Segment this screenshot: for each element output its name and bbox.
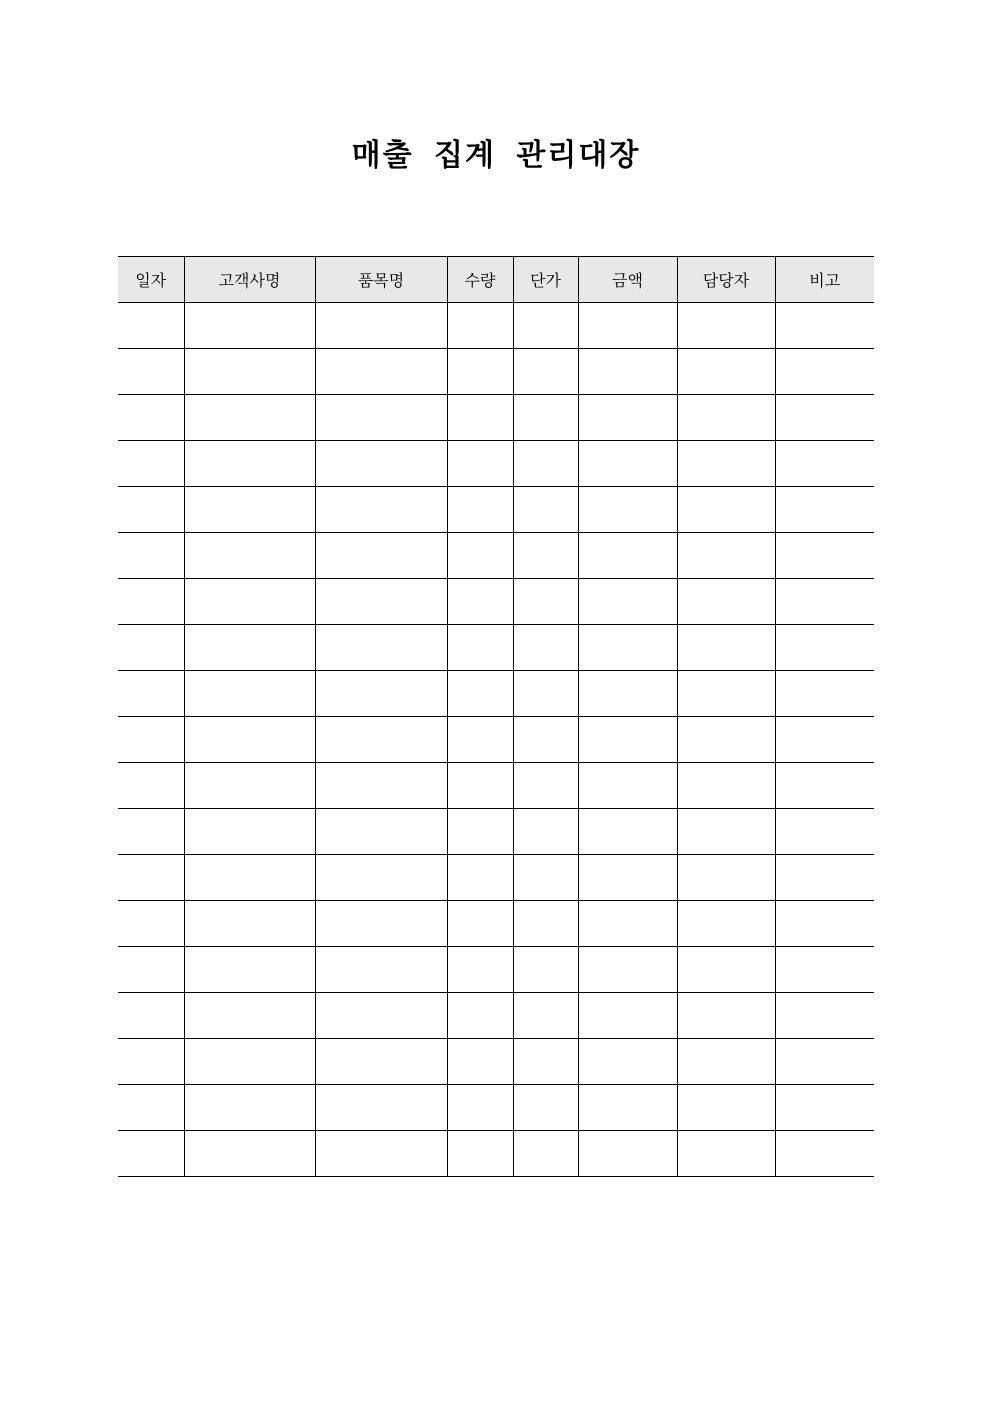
cell-amount[interactable] bbox=[578, 993, 677, 1039]
cell-remarks[interactable] bbox=[775, 855, 874, 901]
cell-quantity[interactable] bbox=[447, 855, 513, 901]
cell-remarks[interactable] bbox=[775, 947, 874, 993]
table-row bbox=[118, 1131, 874, 1177]
table-body bbox=[118, 303, 874, 1177]
cell-manager[interactable] bbox=[677, 763, 775, 809]
cell-date[interactable] bbox=[118, 671, 184, 717]
cell-manager[interactable] bbox=[677, 717, 775, 763]
cell-amount[interactable] bbox=[578, 579, 677, 625]
cell-item-name[interactable] bbox=[315, 671, 447, 717]
table-row bbox=[118, 441, 874, 487]
cell-amount[interactable] bbox=[578, 625, 677, 671]
cell-remarks[interactable] bbox=[775, 579, 874, 625]
cell-quantity[interactable] bbox=[447, 395, 513, 441]
cell-date[interactable] bbox=[118, 533, 184, 579]
table-row bbox=[118, 671, 874, 717]
cell-item-name[interactable] bbox=[315, 947, 447, 993]
cell-amount[interactable] bbox=[578, 717, 677, 763]
table-row bbox=[118, 533, 874, 579]
cell-quantity[interactable] bbox=[447, 901, 513, 947]
cell-customer-name[interactable] bbox=[184, 303, 315, 349]
cell-customer-name[interactable] bbox=[184, 855, 315, 901]
header-date: 일자 bbox=[118, 257, 184, 303]
cell-item-name[interactable] bbox=[315, 349, 447, 395]
table-row bbox=[118, 1039, 874, 1085]
cell-remarks[interactable] bbox=[775, 1039, 874, 1085]
header-quantity: 수량 bbox=[447, 257, 513, 303]
cell-manager[interactable] bbox=[677, 947, 775, 993]
header-manager: 담당자 bbox=[677, 257, 775, 303]
cell-unit-price[interactable] bbox=[513, 855, 578, 901]
cell-quantity[interactable] bbox=[447, 671, 513, 717]
cell-remarks[interactable] bbox=[775, 901, 874, 947]
cell-item-name[interactable] bbox=[315, 901, 447, 947]
cell-manager[interactable] bbox=[677, 487, 775, 533]
cell-customer-name[interactable] bbox=[184, 579, 315, 625]
table-row bbox=[118, 303, 874, 349]
cell-customer-name[interactable] bbox=[184, 487, 315, 533]
cell-item-name[interactable] bbox=[315, 855, 447, 901]
cell-item-name[interactable] bbox=[315, 993, 447, 1039]
cell-remarks[interactable] bbox=[775, 625, 874, 671]
cell-remarks[interactable] bbox=[775, 671, 874, 717]
cell-manager[interactable] bbox=[677, 1131, 775, 1177]
table-row bbox=[118, 901, 874, 947]
cell-date[interactable] bbox=[118, 1039, 184, 1085]
cell-customer-name[interactable] bbox=[184, 993, 315, 1039]
cell-item-name[interactable] bbox=[315, 809, 447, 855]
cell-manager[interactable] bbox=[677, 855, 775, 901]
cell-date[interactable] bbox=[118, 763, 184, 809]
cell-date[interactable] bbox=[118, 717, 184, 763]
header-customer-name: 고객사명 bbox=[184, 257, 315, 303]
cell-date[interactable] bbox=[118, 809, 184, 855]
cell-date[interactable] bbox=[118, 947, 184, 993]
cell-quantity[interactable] bbox=[447, 947, 513, 993]
cell-date[interactable] bbox=[118, 993, 184, 1039]
cell-unit-price[interactable] bbox=[513, 1039, 578, 1085]
cell-remarks[interactable] bbox=[775, 441, 874, 487]
cell-remarks[interactable] bbox=[775, 303, 874, 349]
cell-unit-price[interactable] bbox=[513, 303, 578, 349]
cell-item-name[interactable] bbox=[315, 625, 447, 671]
cell-quantity[interactable] bbox=[447, 303, 513, 349]
cell-quantity[interactable] bbox=[447, 1085, 513, 1131]
cell-customer-name[interactable] bbox=[184, 1131, 315, 1177]
cell-item-name[interactable] bbox=[315, 1085, 447, 1131]
cell-item-name[interactable] bbox=[315, 1039, 447, 1085]
table-header-row bbox=[118, 257, 874, 303]
cell-date[interactable] bbox=[118, 625, 184, 671]
cell-manager[interactable] bbox=[677, 1039, 775, 1085]
cell-amount[interactable] bbox=[578, 487, 677, 533]
cell-quantity[interactable] bbox=[447, 533, 513, 579]
cell-item-name[interactable] bbox=[315, 487, 447, 533]
cell-remarks[interactable] bbox=[775, 717, 874, 763]
table-row bbox=[118, 855, 874, 901]
cell-quantity[interactable] bbox=[447, 487, 513, 533]
cell-date[interactable] bbox=[118, 487, 184, 533]
cell-remarks[interactable] bbox=[775, 349, 874, 395]
cell-remarks[interactable] bbox=[775, 993, 874, 1039]
cell-customer-name[interactable] bbox=[184, 625, 315, 671]
cell-date[interactable] bbox=[118, 579, 184, 625]
cell-amount[interactable] bbox=[578, 855, 677, 901]
cell-remarks[interactable] bbox=[775, 763, 874, 809]
cell-remarks[interactable] bbox=[775, 809, 874, 855]
cell-remarks[interactable] bbox=[775, 1085, 874, 1131]
cell-date[interactable] bbox=[118, 395, 184, 441]
cell-item-name[interactable] bbox=[315, 579, 447, 625]
cell-amount[interactable] bbox=[578, 947, 677, 993]
cell-amount[interactable] bbox=[578, 1131, 677, 1177]
table-row bbox=[118, 579, 874, 625]
cell-manager[interactable] bbox=[677, 533, 775, 579]
cell-amount[interactable] bbox=[578, 533, 677, 579]
cell-quantity[interactable] bbox=[447, 993, 513, 1039]
cell-manager[interactable] bbox=[677, 349, 775, 395]
table-row bbox=[118, 487, 874, 533]
cell-manager[interactable] bbox=[677, 901, 775, 947]
cell-manager[interactable] bbox=[677, 303, 775, 349]
cell-remarks[interactable] bbox=[775, 1131, 874, 1177]
cell-manager[interactable] bbox=[677, 441, 775, 487]
cell-unit-price[interactable] bbox=[513, 671, 578, 717]
table-row bbox=[118, 625, 874, 671]
cell-unit-price[interactable] bbox=[513, 1131, 578, 1177]
table-row bbox=[118, 947, 874, 993]
cell-amount[interactable] bbox=[578, 349, 677, 395]
cell-item-name[interactable] bbox=[315, 1131, 447, 1177]
table-row bbox=[118, 395, 874, 441]
cell-amount[interactable] bbox=[578, 303, 677, 349]
cell-amount[interactable] bbox=[578, 441, 677, 487]
cell-remarks[interactable] bbox=[775, 533, 874, 579]
cell-amount[interactable] bbox=[578, 809, 677, 855]
cell-unit-price[interactable] bbox=[513, 809, 578, 855]
cell-customer-name[interactable] bbox=[184, 349, 315, 395]
sales-ledger-table bbox=[118, 256, 874, 1177]
cell-remarks[interactable] bbox=[775, 487, 874, 533]
cell-manager[interactable] bbox=[677, 579, 775, 625]
cell-unit-price[interactable] bbox=[513, 1085, 578, 1131]
cell-unit-price[interactable] bbox=[513, 395, 578, 441]
cell-customer-name[interactable] bbox=[184, 717, 315, 763]
header-remarks: 비고 bbox=[775, 257, 874, 303]
cell-date[interactable] bbox=[118, 855, 184, 901]
cell-item-name[interactable] bbox=[315, 395, 447, 441]
cell-manager[interactable] bbox=[677, 993, 775, 1039]
cell-amount[interactable] bbox=[578, 671, 677, 717]
cell-customer-name[interactable] bbox=[184, 533, 315, 579]
cell-item-name[interactable] bbox=[315, 533, 447, 579]
cell-unit-price[interactable] bbox=[513, 993, 578, 1039]
cell-remarks[interactable] bbox=[775, 395, 874, 441]
cell-quantity[interactable] bbox=[447, 625, 513, 671]
table-row bbox=[118, 809, 874, 855]
cell-quantity[interactable] bbox=[447, 1131, 513, 1177]
cell-customer-name[interactable] bbox=[184, 441, 315, 487]
cell-date[interactable] bbox=[118, 1085, 184, 1131]
cell-manager[interactable] bbox=[677, 395, 775, 441]
cell-unit-price[interactable] bbox=[513, 947, 578, 993]
table-row bbox=[118, 763, 874, 809]
cell-quantity[interactable] bbox=[447, 1039, 513, 1085]
cell-quantity[interactable] bbox=[447, 763, 513, 809]
cell-manager[interactable] bbox=[677, 1085, 775, 1131]
cell-quantity[interactable] bbox=[447, 441, 513, 487]
cell-date[interactable] bbox=[118, 349, 184, 395]
cell-amount[interactable] bbox=[578, 901, 677, 947]
cell-unit-price[interactable] bbox=[513, 533, 578, 579]
cell-manager[interactable] bbox=[677, 625, 775, 671]
cell-item-name[interactable] bbox=[315, 303, 447, 349]
cell-amount[interactable] bbox=[578, 1039, 677, 1085]
cell-unit-price[interactable] bbox=[513, 717, 578, 763]
header-amount: 금액 bbox=[578, 257, 677, 303]
cell-item-name[interactable] bbox=[315, 717, 447, 763]
cell-amount[interactable] bbox=[578, 1085, 677, 1131]
cell-unit-price[interactable] bbox=[513, 441, 578, 487]
cell-unit-price[interactable] bbox=[513, 901, 578, 947]
cell-date[interactable] bbox=[118, 441, 184, 487]
table-row bbox=[118, 717, 874, 763]
cell-unit-price[interactable] bbox=[513, 487, 578, 533]
cell-customer-name[interactable] bbox=[184, 395, 315, 441]
cell-customer-name[interactable] bbox=[184, 763, 315, 809]
cell-unit-price[interactable] bbox=[513, 579, 578, 625]
cell-unit-price[interactable] bbox=[513, 763, 578, 809]
header-unit-price: 단가 bbox=[513, 257, 578, 303]
cell-date[interactable] bbox=[118, 901, 184, 947]
table-row bbox=[118, 349, 874, 395]
cell-customer-name[interactable] bbox=[184, 947, 315, 993]
cell-customer-name[interactable] bbox=[184, 809, 315, 855]
cell-quantity[interactable] bbox=[447, 349, 513, 395]
cell-quantity[interactable] bbox=[447, 579, 513, 625]
cell-quantity[interactable] bbox=[447, 809, 513, 855]
cell-date[interactable] bbox=[118, 1131, 184, 1177]
cell-amount[interactable] bbox=[578, 763, 677, 809]
cell-customer-name[interactable] bbox=[184, 1039, 315, 1085]
cell-manager[interactable] bbox=[677, 809, 775, 855]
table-row bbox=[118, 993, 874, 1039]
cell-item-name[interactable] bbox=[315, 763, 447, 809]
cell-customer-name[interactable] bbox=[184, 901, 315, 947]
cell-date[interactable] bbox=[118, 303, 184, 349]
cell-unit-price[interactable] bbox=[513, 625, 578, 671]
cell-item-name[interactable] bbox=[315, 441, 447, 487]
header-item-name: 품목명 bbox=[315, 257, 447, 303]
cell-manager[interactable] bbox=[677, 671, 775, 717]
cell-customer-name[interactable] bbox=[184, 1085, 315, 1131]
cell-unit-price[interactable] bbox=[513, 349, 578, 395]
table-row bbox=[118, 1085, 874, 1131]
page-title: 매출 집계 관리대장 bbox=[351, 138, 641, 173]
cell-amount[interactable] bbox=[578, 395, 677, 441]
cell-customer-name[interactable] bbox=[184, 671, 315, 717]
cell-quantity[interactable] bbox=[447, 717, 513, 763]
